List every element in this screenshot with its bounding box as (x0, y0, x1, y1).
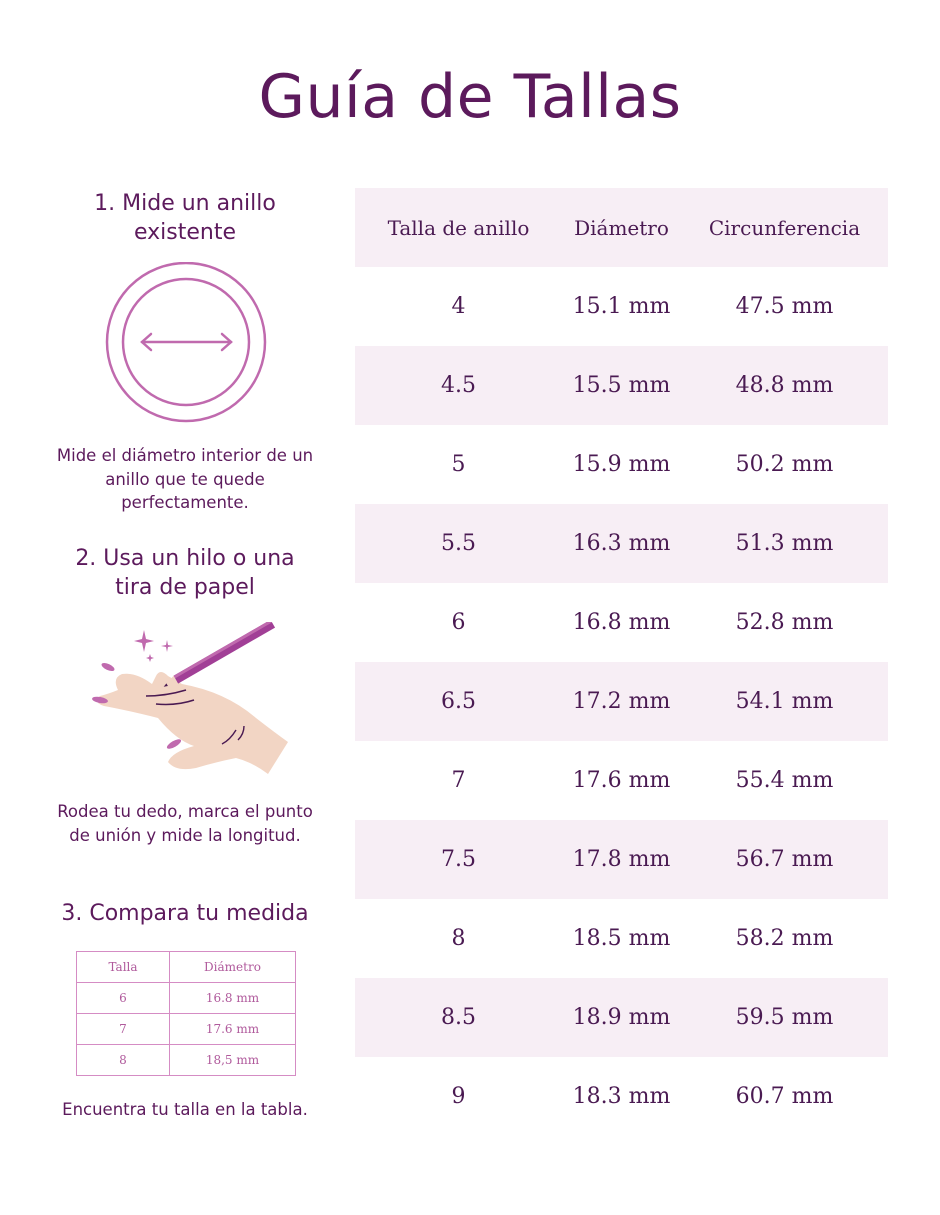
step-1-heading-line2: existente (133, 220, 236, 245)
diameter-cell: 16.8 mm (572, 610, 671, 635)
hand-pencil-illustration (86, 622, 296, 782)
example-cell: 7 (77, 1014, 170, 1045)
size-row (355, 741, 888, 820)
example-row (77, 1045, 296, 1076)
step-3-heading: 3. Compara tu medida (61, 901, 309, 926)
example-cell: 8 (77, 1045, 170, 1076)
example-row (77, 1014, 296, 1045)
step-2-text: Rodea tu dedo, marca el punto de unión y mide la longitud. (57, 802, 313, 845)
example-size-table (76, 951, 296, 1076)
step-2-heading (50, 544, 320, 602)
diameter-cell: 18.5 mm (572, 926, 671, 951)
circumference-cell: 52.8 mm (735, 610, 834, 635)
header-diameter: Diámetro (562, 188, 681, 267)
ring-size-cell: 4 (451, 294, 466, 319)
header-ring-size: Talla de anillo (355, 188, 562, 267)
circumference-cell: 54.1 mm (681, 662, 888, 741)
size-row (355, 820, 888, 899)
example-row (77, 983, 296, 1014)
ring-size-cell: 5.5 (355, 504, 562, 583)
ring-size-cell: 7 (451, 768, 466, 793)
ring-size-cell: 5 (451, 452, 466, 477)
circumference-cell: 55.4 mm (735, 768, 834, 793)
diameter-cell: 18.3 mm (572, 1084, 671, 1109)
diameter-cell: 17.8 mm (562, 820, 681, 899)
size-row (355, 899, 888, 978)
example-cell: 16.8 mm (170, 983, 296, 1014)
ring-size-cell: 8 (451, 926, 466, 951)
example-cell: 6 (77, 983, 170, 1014)
diameter-cell: 18.9 mm (562, 978, 681, 1057)
step-2-heading-line1: 2. Usa un hilo o una (75, 546, 295, 571)
circumference-cell: 51.3 mm (681, 504, 888, 583)
page-title: Guía de Tallas (258, 62, 682, 132)
circumference-cell: 47.5 mm (735, 294, 834, 319)
size-row (355, 978, 888, 1057)
example-header-cell: Talla (77, 952, 170, 983)
step-1-heading-line1: 1. Mide un anillo (94, 191, 276, 216)
diameter-cell: 15.1 mm (572, 294, 671, 319)
ring-size-cell: 8.5 (355, 978, 562, 1057)
circumference-cell: 56.7 mm (681, 820, 888, 899)
circumference-cell: 58.2 mm (735, 926, 834, 951)
ring-size-cell: 6.5 (355, 662, 562, 741)
header-circumference: Circunferencia (681, 188, 888, 267)
size-row (355, 267, 888, 346)
ring-size-cell: 9 (451, 1084, 466, 1109)
diameter-cell: 16.3 mm (562, 504, 681, 583)
step-3-text: Encuentra tu talla en la tabla. (62, 1100, 308, 1119)
ring-size-cell: 7.5 (355, 820, 562, 899)
step-1-text: Mide el diámetro interior de un anillo que te quede perfectamente. (56, 446, 314, 512)
diameter-cell: 15.9 mm (572, 452, 671, 477)
size-row (355, 583, 888, 662)
size-table (355, 188, 888, 1136)
size-row (355, 1057, 888, 1136)
diameter-cell: 15.5 mm (562, 346, 681, 425)
circumference-cell: 48.8 mm (681, 346, 888, 425)
example-cell: 18,5 mm (170, 1045, 296, 1076)
size-row (355, 425, 888, 504)
size-row (355, 662, 888, 741)
example-header-cell: Diámetro (170, 952, 296, 983)
example-header-row (77, 952, 296, 983)
ring-size-cell: 6 (451, 610, 466, 635)
size-row (355, 346, 888, 425)
measure-arrow-icon (142, 334, 231, 350)
sparkle-icon (134, 630, 173, 662)
step-1-heading (50, 189, 320, 247)
step-2-heading-line2: tira de papel (115, 575, 255, 600)
size-row (355, 504, 888, 583)
circumference-cell: 50.2 mm (735, 452, 834, 477)
ring-icon (105, 262, 267, 424)
size-table-header-row (355, 188, 888, 267)
circumference-cell: 60.7 mm (735, 1084, 834, 1109)
diameter-cell: 17.6 mm (572, 768, 671, 793)
circumference-cell: 59.5 mm (681, 978, 888, 1057)
example-cell: 17.6 mm (170, 1014, 296, 1045)
diameter-cell: 17.2 mm (562, 662, 681, 741)
ring-size-cell: 4.5 (355, 346, 562, 425)
